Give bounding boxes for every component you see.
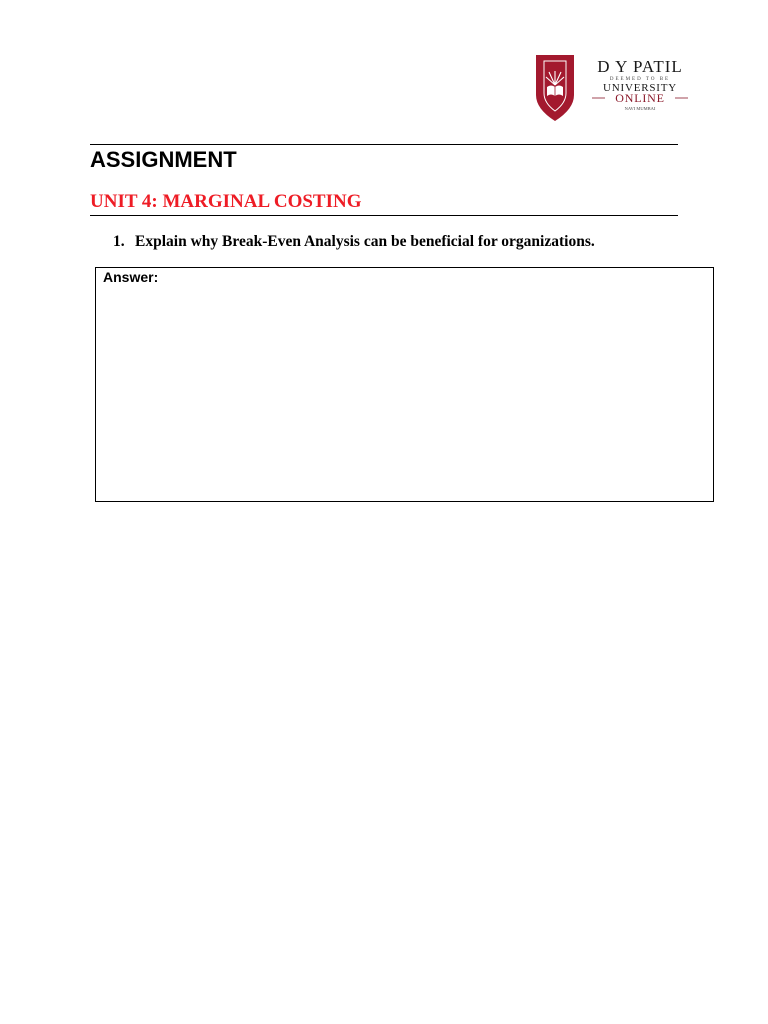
logo-university: UNIVERSITY <box>603 82 677 94</box>
logo-online: ONLINE <box>615 91 665 105</box>
question-item <box>113 231 595 253</box>
question-number: 1. <box>113 233 125 250</box>
answer-box[interactable] <box>95 267 714 502</box>
university-logo <box>520 47 695 127</box>
page-title: ASSIGNMENT <box>90 147 237 172</box>
logo-location: NAVI MUMBAI <box>624 106 656 111</box>
question-text: Explain why Break-Even Analysis can be beneficial for organizations. <box>135 233 595 250</box>
unit-divider <box>90 215 678 216</box>
university-shield-icon <box>536 55 574 121</box>
answer-label: Answer: <box>103 269 159 285</box>
logo-deemed: DEEMED TO BE <box>609 77 671 82</box>
unit-title: UNIT 4: MARGINAL COSTING <box>90 191 362 212</box>
logo-name: D Y PATIL <box>597 57 683 76</box>
